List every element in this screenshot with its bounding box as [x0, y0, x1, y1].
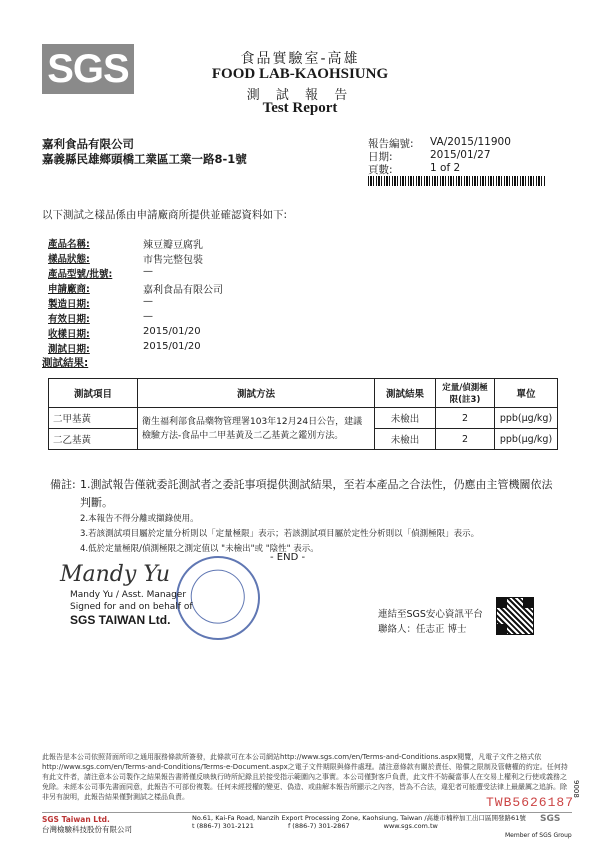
signer-company: SGS TAIWAN Ltd.	[70, 613, 171, 627]
report-title-cn: 測 試 報 告	[246, 88, 354, 103]
cell-limit: 2	[436, 429, 495, 450]
footer-company-en: SGS Taiwan Ltd.	[42, 815, 110, 824]
info-platform-link[interactable]: 連結至SGS安心資訊平台	[378, 609, 483, 620]
sgs-logo: SGS	[42, 44, 134, 94]
field-label: 製造日期:	[48, 299, 90, 310]
report-date: 2015/01/27	[430, 149, 491, 161]
footer-fax: f (886-7) 301-2867	[287, 822, 350, 830]
qr-code[interactable]	[496, 597, 534, 635]
report-date-label: 日期:	[368, 151, 393, 163]
note-4: 4.低於定量極限/偵測極限之測定值以 "未檢出"或 "陰性" 表示。	[80, 544, 319, 554]
table-header-row	[49, 379, 558, 408]
field-label: 產品名稱:	[48, 239, 90, 250]
field-label: 樣品狀態:	[48, 254, 90, 265]
note-2: 2.本報告不得分離或擷錄使用。	[80, 514, 199, 524]
cell-item: 二甲基黃	[49, 408, 138, 429]
contact-person: 聯絡人：任志正 博士	[378, 624, 467, 635]
client-address: 嘉義縣民雄鄉頭橋工業區工業一路8-1號	[42, 152, 247, 166]
field-value: 辣豆瓣豆腐乳	[143, 240, 203, 251]
field-value: 2015/01/20	[143, 341, 201, 352]
cell-result: 未檢出	[375, 429, 436, 450]
report-number-label: 報告編號:	[368, 138, 414, 150]
report-title-en: Test Report	[262, 100, 338, 116]
cell-result: 未檢出	[375, 408, 436, 429]
signed-on-behalf: Signed for and on behalf of	[70, 602, 193, 612]
client-name: 嘉利食品有限公司	[42, 137, 134, 151]
th-item: 測試項目	[49, 379, 138, 408]
end-marker: - END -	[270, 552, 306, 563]
lab-name-en: FOOD LAB-KAOHSIUNG	[211, 66, 389, 82]
handwritten-signature: Mandy Yu	[60, 562, 171, 587]
cell-unit: ppb(μg/kg)	[495, 408, 558, 429]
lab-name-cn: 食品實驗室-高雄	[240, 51, 360, 67]
disclaimer: 此報告是本公司依照背面所印之通用服務條款所簽發，此條款可在本公司網站http://www.sgs.com/en/Terms-and-Conditions.aspx閱覽，凡電子文件之格式依http://www.sgs.com/en/Terms-and-Conditions/Terms-e-Document.aspx之電子文件期限與條件處理。請注意條款有關於責任、賠償之限制及管轄權的約定。任何持有此文件者，請注意本公司製作之結果報告書將僅反映執行時所紀錄且於接受指示範圍內之事實。本公司僅對客戶負責，此文件不妨礙當事人在交易上權利之行使或義務之免除。未經本公司事先書面同意，此報告不可部份複製。任何未經授權的變更、偽造、或曲解本報告所顯示之內容，皆為不合法，違犯者可能遭受法律上最嚴厲之追訴。除非另有說明，此報告結果僅對測試之樣品負責。	[42, 753, 568, 801]
note-3: 3.若該測試項目屬於定量分析則以「定量極限」表示；若該測試項目屬於定性分析則以「偵測極限」表示。	[80, 529, 480, 539]
side-code: 9008	[572, 780, 580, 798]
footer-contacts	[192, 822, 526, 830]
footer-web[interactable]: www.sgs.com.tw	[383, 822, 438, 830]
cell-method: 衛生福利部食品藥物管理署103年12月24日公告，建議檢驗方法-食品中二甲基黃及二乙基黃之鑑別方法。	[138, 408, 375, 450]
th-limit: 定量/偵測極限(註3)	[436, 379, 495, 408]
serial-number: TWB5626187	[486, 795, 575, 810]
footer-member: Member of SGS Group	[505, 832, 572, 839]
cell-unit: ppb(μg/kg)	[495, 429, 558, 450]
field-value: 市售完整包裝	[143, 255, 203, 266]
field-value: 嘉利食品有限公司	[143, 285, 223, 296]
field-value: —	[143, 296, 153, 307]
field-label: 有效日期:	[48, 314, 90, 325]
field-label: 收樣日期:	[48, 329, 90, 340]
field-label: 申請廠商:	[48, 284, 90, 295]
th-method: 測試方法	[138, 379, 375, 408]
page-count: 1 of 2	[430, 162, 461, 174]
footer-address-block	[192, 813, 526, 830]
footer-company-cn: 台灣檢驗科技股份有限公司	[42, 825, 132, 834]
barcode	[368, 176, 546, 186]
results-title: 測試結果:	[42, 357, 89, 369]
note-1: 1.測試報告僅就委託測試者之委託事項提供測試結果，至若本產品之合法性，仍應由主管機關依法判斷。	[80, 478, 553, 509]
notes-block	[50, 476, 560, 557]
field-value: —	[143, 266, 153, 277]
footer-sgs-logo: SGS	[540, 814, 561, 824]
th-result: 測試結果	[375, 379, 436, 408]
cell-item: 二乙基黃	[49, 429, 138, 450]
th-unit: 單位	[495, 379, 558, 408]
results-table	[48, 378, 558, 450]
footer-company	[42, 815, 132, 835]
field-value: 2015/01/20	[143, 326, 201, 337]
table-row	[49, 408, 558, 429]
page-count-row	[368, 162, 460, 177]
report-number: VA/2015/11900	[430, 136, 511, 148]
notes-label: 備註:	[50, 478, 76, 491]
cell-limit: 2	[436, 408, 495, 429]
field-label: 產品型號/批號:	[48, 269, 113, 280]
footer-phone: t (886-7) 301-2121	[192, 822, 254, 830]
page-count-label: 頁數:	[368, 164, 393, 176]
signer-name: Mandy Yu / Asst. Manager	[70, 590, 187, 600]
intro-text: 以下測試之樣品係由申請廠商所提供並確認資料如下:	[42, 209, 288, 221]
field-label: 測試日期:	[48, 344, 90, 355]
footer-address: No.61, Kai-Fa Road, Nanzih Export Processing Zone, Kaohsiung, Taiwan /高雄市楠梓加工出口區開發路61號	[192, 814, 526, 822]
field-value: —	[143, 311, 153, 322]
